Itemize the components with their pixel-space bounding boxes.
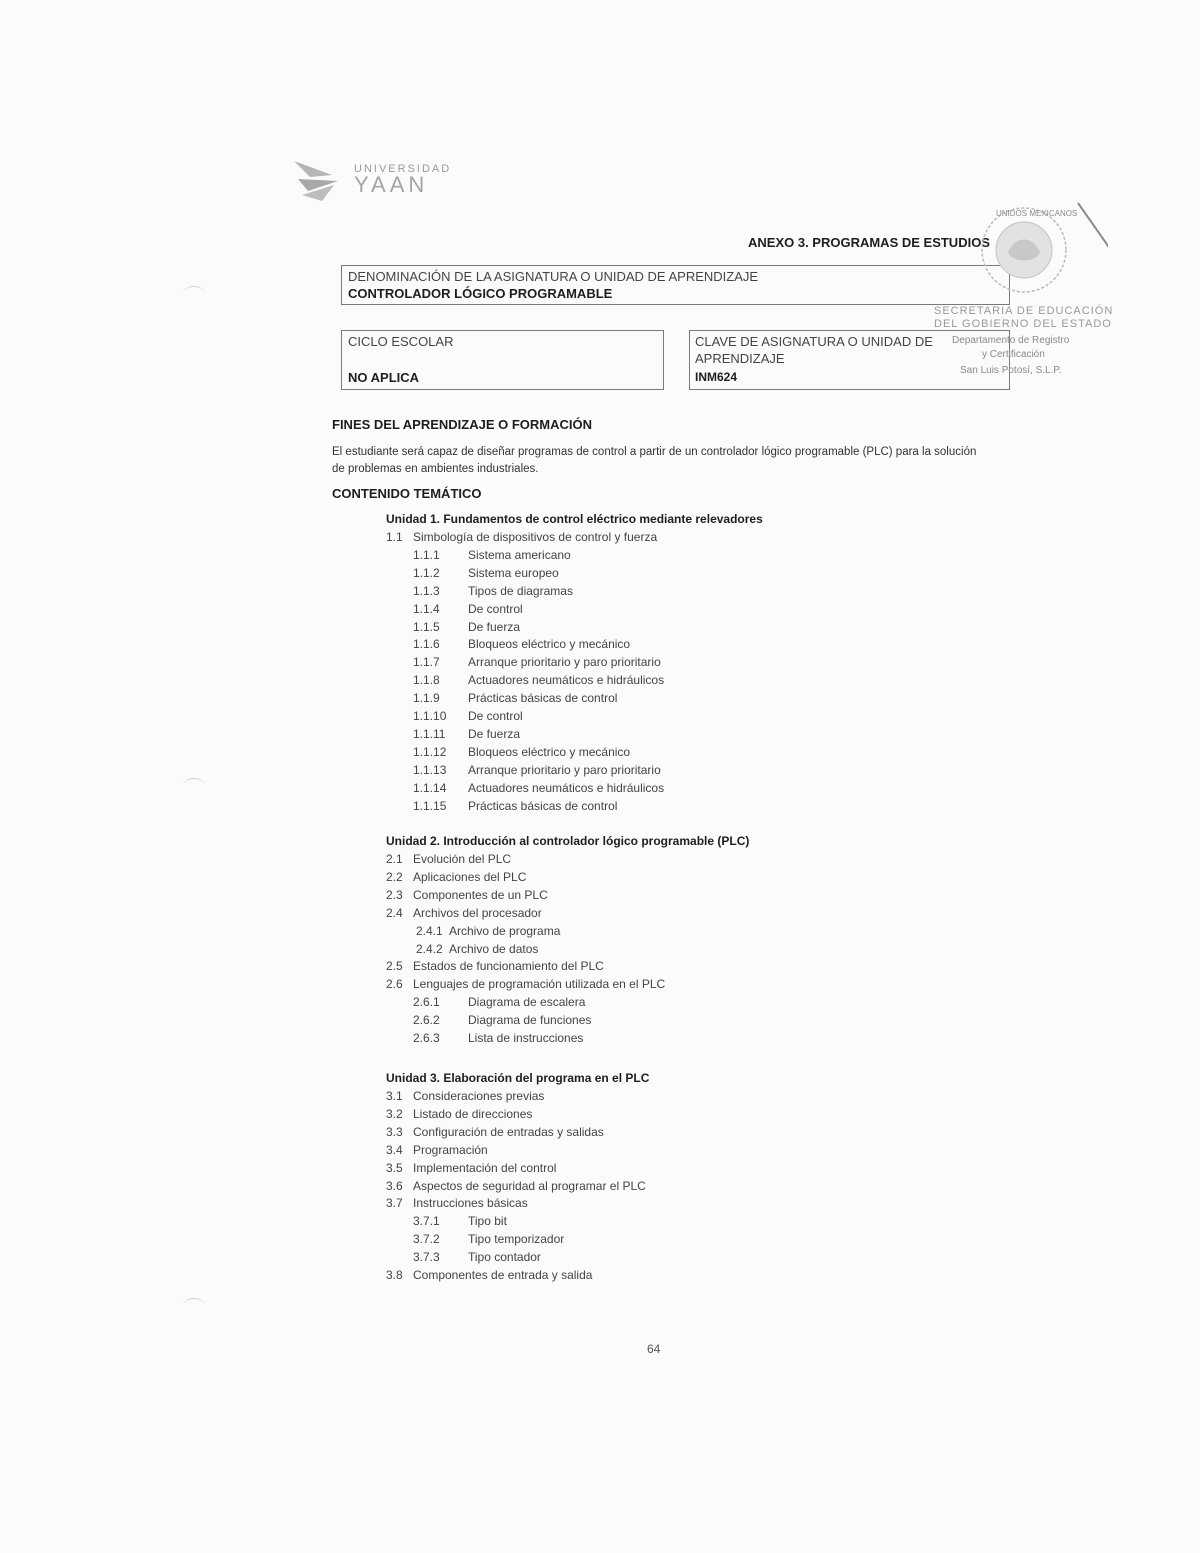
list-item-text: Bloqueos eléctrico y mecánico — [468, 744, 631, 759]
list-item-text: Actuadores neumáticos e hidráulicos — [468, 780, 665, 795]
unit-title: Unidad 1. Fundamentos de control eléctrico mediante relevadores — [386, 512, 763, 526]
list-item-text: Prácticas básicas de control — [468, 798, 618, 813]
list-item-number: 2.4 — [386, 905, 403, 920]
list-item-text: Diagrama de escalera — [468, 995, 586, 1010]
list-item-text: Configuración de entradas y salidas — [413, 1124, 604, 1139]
stamp-line3: Departamento de Registro — [952, 335, 1070, 346]
key-label-line1: CLAVE DE ASIGNATURA O UNIDAD DE — [695, 334, 933, 349]
subject-label: DENOMINACIÓN DE LA ASIGNATURA O UNIDAD DE APRENDIZAJE — [348, 269, 759, 284]
logo-wing-icon — [292, 155, 352, 205]
list-item-text: Lista de instrucciones — [468, 1031, 584, 1045]
key-value: INM624 — [695, 370, 738, 384]
list-item-number: 1.1.6 — [413, 637, 440, 652]
logo-text-line1: UNIVERSIDAD — [354, 163, 452, 175]
list-item-text: Componentes de un PLC — [413, 887, 548, 902]
list-item-number: 2.6.1 — [413, 995, 440, 1010]
list-item-text: De fuerza — [468, 619, 521, 634]
list-item-text: Implementación del control — [413, 1160, 557, 1175]
list-item-number: 2.5 — [386, 959, 403, 974]
list-item-number: 1.1.13 — [413, 762, 447, 777]
list-item-text: Evolución del PLC — [413, 852, 512, 866]
list-item-number: 3.8 — [386, 1268, 403, 1282]
list-item-number: 2.1 — [386, 852, 403, 866]
list-item-text: Tipos de diagramas — [468, 583, 573, 598]
list-item-number: 1.1.2 — [413, 565, 440, 580]
list-item-number: 2.6.3 — [413, 1031, 440, 1045]
list-item-number: 3.7.3 — [413, 1250, 440, 1265]
list-item-text: Arranque prioritario y paro prioritario — [468, 655, 661, 670]
list-item-number: 1.1.1 — [413, 547, 440, 562]
stamp-line4: y Certificación — [982, 349, 1045, 360]
list-item-number: 1.1.4 — [413, 601, 440, 616]
stamp-arc-text: UNIDOS MEXICANOS — [996, 209, 1078, 218]
list-item-number: 2.4.2 — [416, 941, 443, 956]
list-item-text: Actuadores neumáticos e hidráulicos — [468, 673, 665, 688]
unit-title: Unidad 3. Elaboración del programa en el PLC — [386, 1071, 650, 1085]
fines-heading: FINES DEL APRENDIZAJE O FORMACIÓN — [332, 417, 593, 432]
list-item-text: Sistema americano — [468, 547, 571, 562]
list-item-number: 1.1.15 — [413, 798, 447, 813]
list-item-number: 3.1 — [386, 1089, 403, 1103]
stamp-line2: DEL GOBIERNO DEL ESTADO — [934, 318, 1112, 330]
list-item-text: Arranque prioritario y paro prioritario — [468, 762, 661, 777]
list-item-number: 3.6 — [386, 1178, 403, 1193]
official-stamp — [934, 195, 1114, 390]
stamp-line5: San Luis Potosí, S.L.P. — [960, 365, 1062, 376]
list-item-number: 3.7 — [386, 1196, 403, 1211]
cycle-label: CICLO ESCOLAR — [348, 334, 454, 349]
list-item-number: 3.7.2 — [413, 1232, 440, 1247]
list-item-number: 1.1.8 — [413, 673, 440, 688]
list-item-number: 3.3 — [386, 1124, 403, 1139]
list-item-number: 3.2 — [386, 1106, 403, 1121]
list-item-text: De control — [468, 709, 523, 723]
list-item-text: Estados de funcionamiento del PLC — [413, 959, 604, 974]
list-item-number: 2.2 — [386, 869, 403, 884]
list-item-number: 1.1.14 — [413, 780, 447, 795]
cycle-value: NO APLICA — [348, 370, 420, 385]
list-item-text: Componentes de entrada y salida — [413, 1268, 593, 1282]
list-item-text: Archivos del procesador — [413, 905, 542, 920]
list-item-number: 1.1.3 — [413, 583, 440, 598]
list-item-text: De fuerza — [468, 726, 521, 741]
list-item-number: 1.1 — [386, 530, 403, 544]
stamp-line1: SECRETARIA DE EDUCACIÓN — [934, 305, 1114, 317]
list-item-text: Instrucciones básicas — [413, 1196, 528, 1211]
cycle-box — [341, 330, 664, 390]
list-item-number: 3.5 — [386, 1160, 403, 1175]
list-item-text: Listado de direcciones — [413, 1106, 533, 1121]
list-item-text: Bloqueos eléctrico y mecánico — [468, 637, 631, 652]
list-item-number: 2.6.2 — [413, 1013, 440, 1028]
list-item-text: Tipo bit — [468, 1214, 507, 1229]
logo-text-line2: YAAN — [354, 172, 429, 197]
list-item-number: 3.4 — [386, 1142, 403, 1157]
list-item-text: Programación — [413, 1142, 488, 1157]
annex-title: ANEXO 3. PROGRAMAS DE ESTUDIOS — [748, 235, 990, 250]
list-item-text: Diagrama de funciones — [468, 1013, 592, 1028]
page-number: 64 — [647, 1342, 661, 1356]
list-item-number: 3.7.1 — [413, 1214, 440, 1229]
list-item-number: 1.1.12 — [413, 744, 447, 759]
scan-mark — [183, 1298, 205, 1313]
list-item-text: Aspectos de seguridad al programar el PLC — [413, 1178, 646, 1193]
list-item-number: 1.1.11 — [413, 726, 446, 741]
list-item-text: De control — [468, 601, 523, 616]
list-item-number: 1.1.10 — [413, 709, 447, 723]
list-item-number: 1.1.9 — [413, 691, 440, 706]
scan-mark — [183, 778, 205, 793]
list-item-number: 1.1.7 — [413, 655, 440, 670]
unit-title: Unidad 2. Introducción al controlador lógico programable (PLC) — [386, 834, 750, 848]
list-item-number: 1.1.5 — [413, 619, 440, 634]
list-item-text: Tipo contador — [468, 1250, 541, 1265]
list-item-text: Archivo de programa — [449, 923, 561, 938]
list-item-text: Prácticas básicas de control — [468, 691, 618, 706]
list-item-text: Simbología de dispositivos de control y fuerza — [413, 530, 658, 544]
list-item-text: Sistema europeo — [468, 565, 559, 580]
list-item-number: 2.3 — [386, 887, 403, 902]
scan-mark — [183, 286, 205, 301]
list-item-text: Lenguajes de programación utilizada en el PLC — [413, 977, 666, 992]
contenido-heading: CONTENIDO TEMÁTICO — [332, 486, 482, 501]
list-item-number: 2.4.1 — [416, 923, 443, 938]
subject-box — [341, 265, 1010, 305]
list-item-text: Tipo temporizador — [468, 1232, 565, 1247]
university-logo — [292, 155, 482, 205]
list-item-text: Aplicaciones del PLC — [413, 869, 527, 884]
fines-paragraph: El estudiante será capaz de diseñar programas de control a partir de un controlador lógico programable (PLC) para la solución de problemas en ambientes industriales. — [332, 446, 977, 475]
key-label-line2: APRENDIZAJE — [695, 351, 785, 366]
list-item-number: 2.6 — [386, 977, 403, 992]
list-item-text: Consideraciones previas — [413, 1089, 545, 1103]
subject-value: CONTROLADOR LÓGICO PROGRAMABLE — [348, 286, 613, 301]
list-item-text: Archivo de datos — [449, 941, 539, 956]
